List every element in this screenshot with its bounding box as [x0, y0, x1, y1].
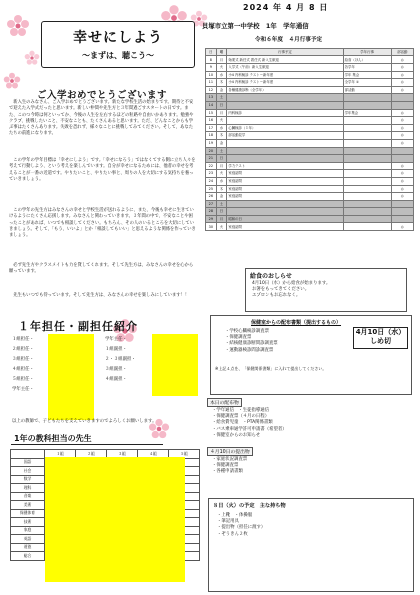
deadline-badge	[353, 327, 408, 349]
schedule-row	[206, 132, 414, 140]
schedule-row	[206, 56, 414, 64]
subject-teachers-redacted	[45, 457, 185, 582]
schedule-club: ◎	[391, 117, 413, 125]
next-day-box	[208, 498, 414, 592]
class-column-header: ５組	[169, 450, 200, 459]
schedule-row	[206, 177, 414, 185]
schedule-event: 各種健康診断（全学年）	[227, 86, 343, 94]
schedule-grade-event	[343, 132, 391, 140]
schedule-weekday: 土	[216, 200, 227, 208]
schedule-event	[227, 147, 343, 155]
welcome-paragraph: 必ず先生方やクラスメイトも力を貸してくれます。そして先生方は、みなさんの幸せを心から願っています。	[9, 263, 194, 275]
schedule-club: ◎	[391, 177, 413, 185]
class-column-header: １組	[45, 450, 76, 459]
schedule-weekday: 日	[216, 101, 227, 109]
teacher-names-redacted	[152, 334, 198, 396]
welcome-paragraph: 新入生のみなさん、ご入学おめでとうございます。新たな学校生活の始まりです。期待と不安で迎えた入学式だったと思います。新しい仲間や先生方と３年間過ごすスタートの日です。また、このつ今時は何といってか、今後の人生を左右するほどの粒路や自由いかあります。勉強やクラブ、挑戦したいこと、不安なことも、たくさんあると思います。ただ、どんなことからも学ぶ事はたくさんあります。失敗を恐れず、様々なことに挑戦してみてください。そして、あなたたちの前進になります。	[9, 100, 194, 137]
schedule-event: 入学式（午前）新入生歓迎	[227, 64, 343, 72]
lunch-notice-line: お箸をもってきてください。	[252, 287, 310, 293]
schedule-column-header: 日	[206, 49, 217, 56]
submission-item: ・保健調査票	[225, 335, 252, 341]
schedule-day: 17	[206, 124, 217, 132]
schedule-day: 19	[206, 139, 217, 147]
schedule-weekday: 月	[216, 215, 227, 223]
schedule-grade-event	[343, 215, 391, 223]
schedule-weekday: 木	[216, 185, 227, 193]
schedule-weekday: 土	[216, 147, 227, 155]
schedule-row	[206, 223, 414, 231]
schedule-event: 家庭訪問	[227, 185, 343, 193]
subject-name: 道徳	[11, 543, 45, 552]
schedule-row	[206, 155, 414, 163]
schedule-day: 18	[206, 132, 217, 140]
schedule-day: 29	[206, 215, 217, 223]
teacher-role-label: 学年主任・	[105, 337, 127, 342]
schedule-event: 昭和の日	[227, 215, 343, 223]
schedule-row	[206, 94, 414, 102]
schedule-weekday: 月	[216, 162, 227, 170]
schedule-day: 13	[206, 94, 217, 102]
issue-date: 2024 年 4 月 8 日	[243, 3, 329, 12]
teacher-role-label: ４組担任・	[12, 367, 34, 372]
schedule-club: ◎	[391, 124, 413, 132]
schedule-grade-event	[343, 94, 391, 102]
next-day-item: ・ぞうきん２枚	[217, 531, 248, 537]
distributed-item: ・学年通信 ・生徒指導通信	[212, 408, 270, 413]
schedule-club: ◎	[391, 86, 413, 94]
schedule-event	[227, 117, 343, 125]
schedule-weekday: 火	[216, 117, 227, 125]
subject-name: 理科	[11, 484, 45, 493]
schedule-grade-event: 全学年 ①	[343, 79, 391, 87]
return-item: ・家庭状況調査票	[212, 457, 248, 462]
schedule-day: 22	[206, 162, 217, 170]
schedule-club	[391, 215, 413, 223]
subject-name: 美術	[11, 501, 45, 510]
cherry-blossom-icon	[6, 14, 30, 38]
lunch-notice-line: エプロンもお忘れなく。	[252, 293, 301, 299]
schedule-weekday: 月	[216, 109, 227, 117]
teachers-heading: １年担任・副担任紹介	[18, 320, 138, 333]
schedule-club: ◎	[391, 185, 413, 193]
schedule-day: 10	[206, 71, 217, 79]
schedule-row	[206, 170, 414, 178]
subject-name: 社会	[11, 467, 45, 476]
schedule-grade-event	[343, 223, 391, 231]
schedule-club: ◎	[391, 56, 413, 64]
schedule-weekday: 木	[216, 132, 227, 140]
class-column-header: ３組	[107, 450, 138, 459]
schedule-event	[227, 208, 343, 216]
schedule-row	[206, 147, 414, 155]
cherry-blossom-icon	[24, 50, 40, 66]
schedule-day: 28	[206, 208, 217, 216]
schedule-grade-event	[343, 193, 391, 201]
schedule-event: 部活動見学	[227, 132, 343, 140]
schedule-weekday: 木	[216, 79, 227, 87]
schedule-club: ◎	[391, 109, 413, 117]
schedule-weekday: 金	[216, 193, 227, 201]
schedule-day: 27	[206, 200, 217, 208]
schedule-grade-event	[343, 155, 391, 163]
class-column-header: ４組	[138, 450, 169, 459]
schedule-event: 家庭訪問	[227, 170, 343, 178]
schedule-day: 12	[206, 86, 217, 94]
welcome-paragraph: この学年の先生方はみなさんの幸せと学校生活が送れるように、また、今後も幸せに生きていけるようにたくさん応援します。みなさんと関わっていきます。３年間の中で、不安なことや困ったことがあれば、いつでも相談してください。もちろん、その人のいるところを大切にしていきましょう。そして、「もう、いいよ」とか「相談してもいい」と思えるような関係を作っていきましょう。	[9, 208, 196, 239]
schedule-day: 11	[206, 79, 217, 87]
next-day-item: ・上靴 ・体操服	[217, 513, 253, 518]
schedule-day: 8	[206, 56, 217, 64]
schedule-row	[206, 139, 414, 147]
subject-teachers-heading: 1年の教科担当の先生	[14, 434, 92, 443]
schedule-row	[206, 79, 414, 87]
submission-item: ・結核健康診断問診調査票	[225, 341, 278, 347]
schedule-row	[206, 208, 414, 216]
schedule-weekday: 水	[216, 177, 227, 185]
schedule-event: 始業式 新任式 着任式 新入生歓迎	[227, 56, 343, 64]
subject-name: 数学	[11, 475, 45, 484]
schedule-grade-event: 学年 集会	[343, 71, 391, 79]
submissions-title: 保健室からの配布書類（提出するもの）	[251, 320, 342, 326]
grid-corner	[11, 450, 45, 459]
schedule-day: 21	[206, 155, 217, 163]
schedule-event: 家庭訪問	[227, 223, 343, 231]
next-day-item: ・筆記用具	[217, 519, 239, 525]
next-day-item: ・提出物（担任に渡す）	[217, 525, 266, 531]
schedule-event	[227, 139, 343, 147]
teacher-names-redacted	[48, 334, 94, 420]
schedule-grade-event	[343, 147, 391, 155]
subject-name: 音楽	[11, 492, 45, 501]
schedule-day: 23	[206, 170, 217, 178]
schedule-grade-event	[343, 124, 391, 132]
schedule-weekday: 日	[216, 208, 227, 216]
schedule-day: 16	[206, 117, 217, 125]
schedule-weekday: 水	[216, 124, 227, 132]
schedule-event	[227, 155, 343, 163]
subject-name: 国語	[11, 458, 45, 467]
next-day-title: ８日（火）の予定 主な持ち物	[213, 503, 286, 509]
schedule-day: 15	[206, 109, 217, 117]
schedule-club	[391, 147, 413, 155]
welcome-paragraph: 先生もいつでも待っています。そして先生方は、みなさんの幸せを楽しみにしています！！	[9, 293, 190, 298]
schedule-grade-event	[343, 177, 391, 185]
schedule-grade-event	[343, 185, 391, 193]
distributed-item: ・保健室からのお知らせ	[212, 432, 261, 438]
schedule-weekday: 金	[216, 139, 227, 147]
schedule-row	[206, 101, 414, 109]
distributed-item: ・保健調査票（４月の日程）	[212, 414, 270, 420]
welcome-heading: ご入学おめでとうございます	[37, 90, 168, 101]
schedule-day: 24	[206, 177, 217, 185]
subject-name: 総合	[11, 552, 45, 561]
schedule-weekday: 土	[216, 94, 227, 102]
teacher-role-label: １組副担・	[105, 347, 127, 352]
subject-name: 保健体育	[11, 509, 45, 518]
schedule-event	[227, 101, 343, 109]
schedule-event: 家庭訪問	[227, 177, 343, 185]
schedule-event: 心臓検診（１年）	[227, 124, 343, 132]
class-column-header: ２組	[76, 450, 107, 459]
schedule-club	[391, 200, 413, 208]
schedule-column-header: 行事予定	[227, 49, 343, 56]
submission-item: ・学校心臓検診調査票	[225, 329, 269, 334]
schedule-club	[391, 94, 413, 102]
title-box	[41, 21, 195, 68]
schedule-row	[206, 200, 414, 208]
teacher-role-label: ２・３組副担・	[105, 357, 136, 362]
schedule-day: 25	[206, 185, 217, 193]
submissions-note: ※上記４点を、「保健関係書類」に入れて提出してください。	[215, 366, 327, 371]
schedule-event: 内科検診	[227, 109, 343, 117]
april-schedule-table	[205, 48, 414, 231]
schedule-event	[227, 94, 343, 102]
lunch-notice-line: 4月10日（水）から給食が始まります。	[252, 281, 331, 286]
teachers-closing: 以上の教師で、子どもたちを支えていきますのでよろしくお願いします。	[12, 419, 157, 424]
schedule-weekday: 日	[216, 155, 227, 163]
schedule-weekday: 火	[216, 64, 227, 72]
deadline-date: 4月10日（水） しめ切	[355, 328, 406, 345]
return-heading: ４月10日の提出物	[207, 447, 253, 456]
teacher-role-label: ３組担任・	[12, 357, 34, 362]
schedule-weekday: 月	[216, 56, 227, 64]
schedule-row	[206, 117, 414, 125]
cherry-blossom-icon	[3, 72, 21, 90]
school-name: 貝塚市立第一中学校 1年 学年通信	[202, 22, 309, 30]
schedule-row	[206, 185, 414, 193]
teacher-role-label: 学年主任・	[12, 387, 34, 392]
schedule-club	[391, 101, 413, 109]
schedule-grade-event	[343, 208, 391, 216]
schedule-weekday: 火	[216, 223, 227, 231]
schedule-club	[391, 208, 413, 216]
schedule-weekday: 水	[216, 71, 227, 79]
schedule-grade-event: 学年集会	[343, 109, 391, 117]
schedule-row	[206, 215, 414, 223]
teacher-role-label: ３組副担・	[105, 367, 127, 372]
schedule-row	[206, 162, 414, 170]
lunch-notice-title: 給食のおしらせ	[250, 273, 292, 280]
schedule-grade-event: 各学年	[343, 64, 391, 72]
schedule-column-header: 曜	[216, 49, 227, 56]
welcome-paragraph: この学年の学年目標は「幸せにしよう」です。「幸せになろう」ではなくてする側に立ち人々を考えて行動しよう、という考えを楽しんでいます。自分が幸せになるためには、他者の幸せを考えることが一番の近道です。やりたいこと、やりたい事と、周りの人を大切にする気持ちを養っていきましょう。	[9, 158, 196, 182]
teacher-role-label: ２組担任・	[12, 347, 34, 352]
schedule-grade-event	[343, 139, 391, 147]
return-item: ・保健調査票	[212, 463, 239, 469]
schedule-club: ◎	[391, 139, 413, 147]
schedule-row	[206, 86, 414, 94]
schedule-day: 30	[206, 223, 217, 231]
schedule-grade-event	[343, 101, 391, 109]
schedule-grade-event	[343, 200, 391, 208]
schedule-club: ◎	[391, 162, 413, 170]
subject-name: 技術	[11, 518, 45, 527]
schedule-club: ◎	[391, 79, 413, 87]
distributed-heading: 本日の配布物	[207, 398, 242, 407]
heading-underline	[11, 444, 163, 445]
schedule-row	[206, 64, 414, 72]
schedule-day: 26	[206, 193, 217, 201]
schedule-club: ◎	[391, 71, 413, 79]
schedule-club: ◎	[391, 64, 413, 72]
schedule-grade-event: 給食（ほん）	[343, 56, 391, 64]
schedule-row	[206, 193, 414, 201]
schedule-club: ◎	[391, 193, 413, 201]
schedule-row	[206, 109, 414, 117]
schedule-club	[391, 155, 413, 163]
distributed-item: ・給食費児童 ・PTA関係書類	[212, 420, 273, 426]
schedule-weekday: 火	[216, 170, 227, 178]
newsletter-title: 幸せにしよう	[73, 30, 163, 46]
distributed-item: ・バス乗車通学許可申請書（希望者）	[212, 426, 287, 432]
teacher-role-label: ４組副担・	[105, 377, 127, 382]
subject-name: 英語	[11, 535, 45, 544]
schedule-club: ◎	[391, 170, 413, 178]
schedule-club: ◎	[391, 223, 413, 231]
schedule-event	[227, 200, 343, 208]
newsletter-subtitle: ～まずは、聴こう～	[82, 51, 154, 60]
schedule-event: 学力テスト	[227, 162, 343, 170]
schedule-club: ◎	[391, 132, 413, 140]
return-item: ・各種申請書類	[212, 469, 243, 475]
schedule-row	[206, 124, 414, 132]
schedule-title: 令和６年度 ４月行事予定	[255, 37, 323, 43]
schedule-weekday: 金	[216, 86, 227, 94]
schedule-event: 小4 内科検診 テストー新年度	[227, 79, 343, 87]
lunch-notice	[245, 268, 407, 312]
schedule-day: 14	[206, 101, 217, 109]
submission-item: ・運動器検診問診調査票	[225, 347, 274, 353]
schedule-column-header: 部活動	[391, 49, 413, 56]
schedule-day: 20	[206, 147, 217, 155]
teacher-role-label: ５組担任・	[12, 377, 34, 382]
subject-name: 家庭	[11, 526, 45, 535]
schedule-column-header: 学年行事	[343, 49, 391, 56]
schedule-day: 9	[206, 64, 217, 72]
schedule-grade-event	[343, 117, 391, 125]
teacher-role-label: １組担任・	[12, 337, 34, 342]
schedule-event: 小4 内科検診 テストー新年度	[227, 71, 343, 79]
schedule-grade-event	[343, 162, 391, 170]
schedule-grade-event	[343, 170, 391, 178]
schedule-grade-event: 部活動	[343, 86, 391, 94]
schedule-event: 家庭訪問	[227, 193, 343, 201]
schedule-row	[206, 71, 414, 79]
